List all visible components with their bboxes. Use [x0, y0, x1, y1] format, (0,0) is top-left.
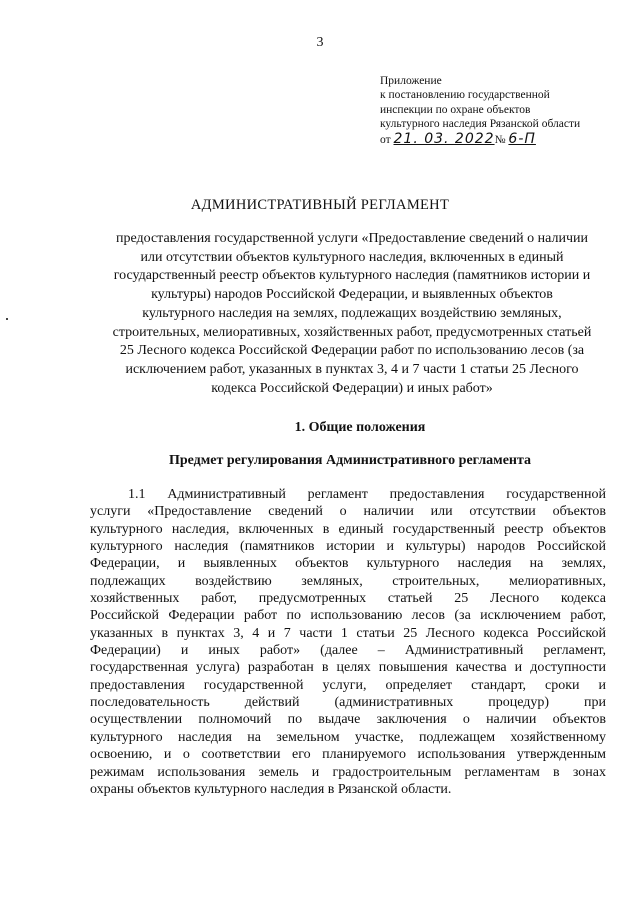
- subject-line: исключением работ, указанных в пунктах 3, 4 и 7 части 1 статьи 25 Лесного: [125, 361, 579, 377]
- scan-dot: [6, 318, 8, 320]
- paragraph-line: охраны объектов культурного наследия в Рязанской области.: [90, 781, 452, 797]
- subject-line: строительных, мелиоративных, хозяйственных работ, предусмотренных статьей: [112, 324, 592, 340]
- document-title: АДМИНИСТРАТИВНЫЙ РЕГЛАМЕНТ: [190, 197, 450, 213]
- paragraph-line: 1.1 Административный регламент предоставления государственной: [128, 487, 606, 502]
- subject-line: государственный реестр объектов культурного наследия (памятников истории и: [113, 268, 591, 284]
- annex-line: инспекции по охране объектов: [380, 103, 531, 116]
- paragraph-line: режимам использования земель и градостроительным регламентам в зонах: [90, 764, 606, 780]
- paragraph-line: культурного наследия, включенных в единый государственный реестр объектов: [90, 521, 606, 537]
- annex-line: Приложение: [380, 75, 442, 87]
- paragraph-line: освоению, и о соответствии его планируемого использования утвержденным: [90, 747, 606, 763]
- subject-line: культурного наследия на землях, подлежащих воздействию земляных,: [142, 305, 562, 321]
- paragraph-1-1: [90, 486, 606, 798]
- annex-block: [380, 74, 630, 147]
- page-number: 3: [316, 35, 324, 50]
- handwritten-number: 6-П: [508, 130, 536, 147]
- paragraph-line: государственная услуга) разработан в целях повышения качества и доступности: [90, 660, 606, 676]
- paragraph-line: последовательность действий (административных процедур) при: [90, 695, 606, 711]
- paragraph-line: культурного наследия на земельном участке, подлежащем хозяйственному: [90, 729, 606, 745]
- paragraph-line: подлежащих воздействию земляных, строительных, мелиоративных,: [90, 573, 606, 589]
- subject-line: или отсутствии объектов культурного наследия, включенных в единый: [140, 249, 564, 265]
- annex-date-line: [380, 132, 630, 147]
- subject-line: 25 Лесного кодекса Российской Федерации работ по использованию лесов (за: [119, 343, 585, 359]
- paragraph-line: Федерации, и выявленных объектов культурного наследия на землях,: [90, 556, 606, 572]
- annex-line: к постановлению государственной: [380, 89, 550, 102]
- date-prefix: от: [380, 133, 391, 146]
- handwritten-date: 21. 03. 2022: [393, 130, 495, 147]
- paragraph-line: Российской Федерации работ по использованию лесов (за исключением работ,: [90, 608, 606, 624]
- paragraph-line: культурного наследия (памятников истории и культуры) народов Российской: [90, 539, 606, 555]
- paragraph-line: услуги «Предоставление сведений о наличии или отсутствии объектов: [90, 504, 606, 520]
- section-heading: 1. Общие положения: [294, 420, 426, 435]
- number-prefix: №: [494, 133, 506, 146]
- regulation-subject: [82, 230, 622, 398]
- paragraph-line: указанных в пунктах 3, 4 и 7 части 1 статьи 25 Лесного кодекса Российской: [90, 625, 606, 641]
- paragraph-line: предоставления государственной услуги, определяет стандарт, сроки и: [90, 677, 606, 693]
- paragraph-line: осуществлении полномочий по выдаче заключения о наличии объектов: [90, 712, 606, 728]
- subject-line: предоставления государственной услуги «Предоставление сведений о наличии: [115, 231, 589, 246]
- subject-line: кодекса Российской Федерации) и иных работ»: [211, 380, 493, 396]
- subject-line: культуры) народов Российской Федерации, и выявленных объектов: [151, 287, 553, 303]
- subsection-heading: Предмет регулирования Административного регламента: [168, 453, 532, 468]
- paragraph-line: хозяйственных работ, предусмотренных статьей 25 Лесного кодекса: [90, 591, 606, 607]
- paragraph-line: Федерации) и иных работ» (далее – Административный регламент,: [90, 643, 606, 659]
- annex-line: культурного наследия Рязанской области: [380, 118, 581, 131]
